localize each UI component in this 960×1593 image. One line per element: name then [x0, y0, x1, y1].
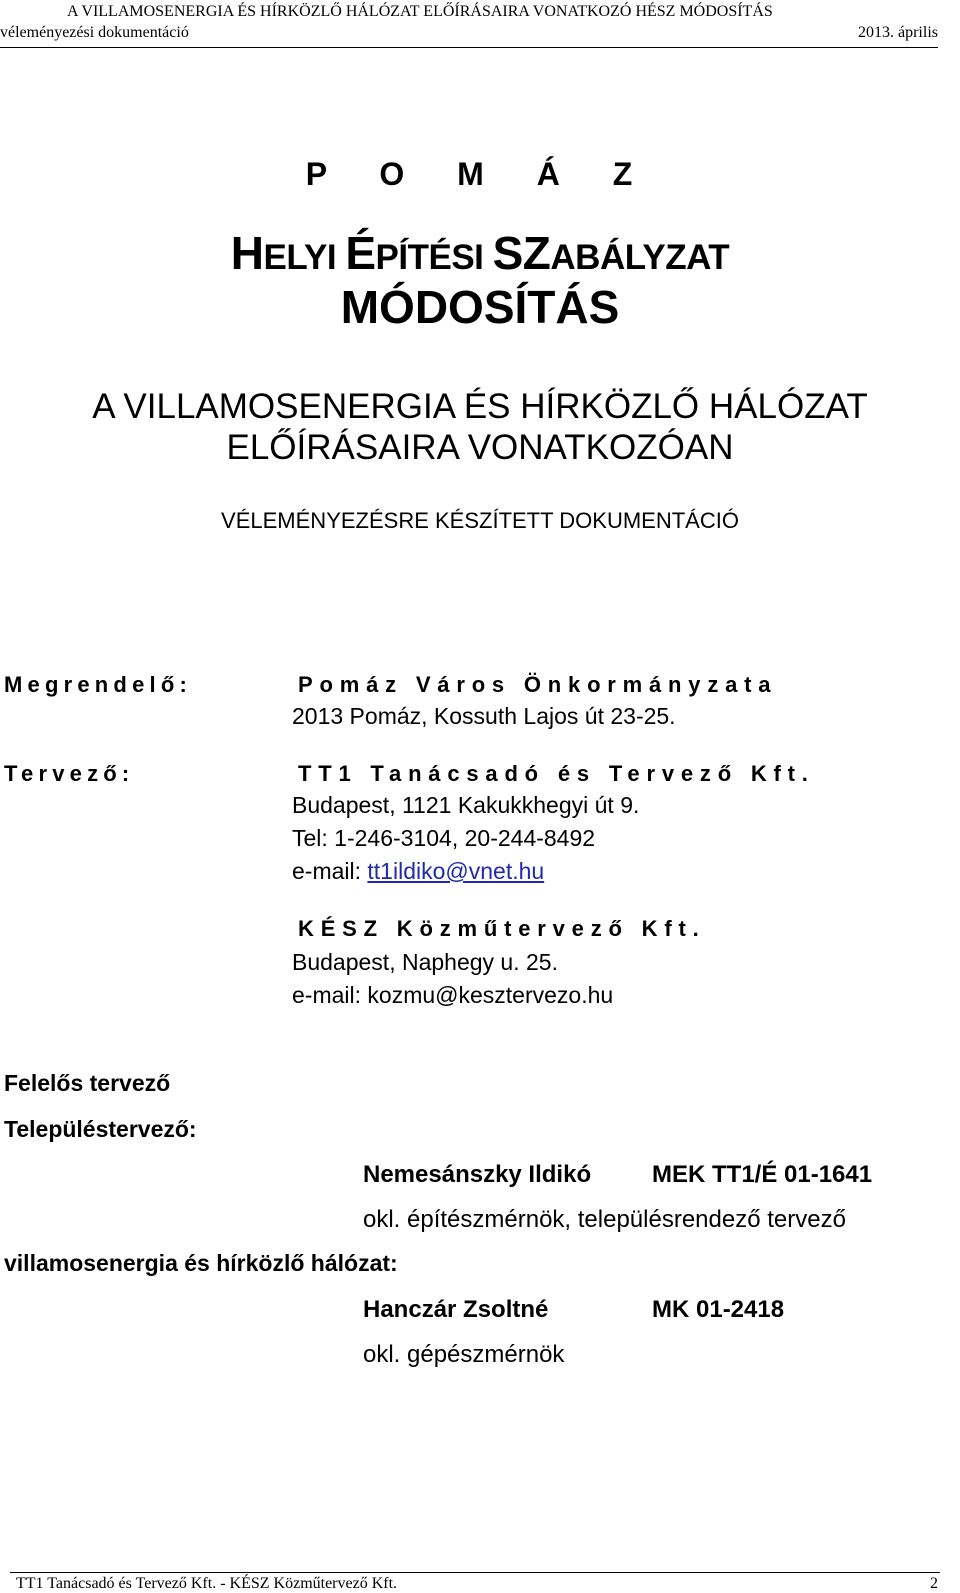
- firm2-email-line: e-mail: kozmu@kesztervezo.hu: [292, 982, 614, 1008]
- firm1-name: TT1 Tanácsadó és Tervező Kft.: [298, 761, 815, 786]
- utility-name: Hanczár Zsoltné: [363, 1296, 549, 1323]
- firm1-email-prefix: e-mail:: [292, 858, 368, 884]
- page-number: 2: [930, 1575, 938, 1592]
- title-letter-h: H: [230, 227, 264, 279]
- title-word-abalyzat: ABÁLYZAT: [550, 238, 730, 277]
- footer-divider: [10, 1572, 940, 1573]
- client-name: Pomáz Város Önkormányzata: [298, 672, 778, 697]
- planner-name: Nemesánszky Ildikó: [363, 1161, 592, 1188]
- responsible-heading: Felelős tervező: [4, 1070, 171, 1096]
- firm1-email-link[interactable]: tt1ildiko@vnet.hu: [367, 858, 545, 884]
- header-divider: [0, 47, 938, 48]
- client-label: Megrendelő:: [4, 672, 192, 697]
- planner-title: okl. építészmérnök, településrendező tervező: [363, 1206, 846, 1233]
- designer-label: Tervező:: [4, 761, 135, 786]
- firm2-address: Budapest, Naphegy u. 25.: [292, 949, 558, 975]
- utility-title: okl. gépészmérnök: [363, 1341, 565, 1368]
- header-date: 2013. április: [858, 24, 938, 41]
- regulation-title: [0, 226, 960, 280]
- utility-label: villamosenergia és hírközlő hálózat:: [4, 1250, 398, 1276]
- footer-text: TT1 Tanácsadó és Tervező Kft. - KÉSZ Közműtervező Kft.: [16, 1575, 398, 1592]
- planner-label: Településtervező:: [4, 1116, 197, 1142]
- title-word-elyi: ELYI: [263, 238, 346, 277]
- utility-registration: MK 01-2418: [652, 1296, 785, 1323]
- firm1-tel: Tel: 1-246-3104, 20-244-8492: [292, 825, 596, 851]
- title-letter-e: É: [345, 227, 376, 279]
- firm2-name: KÉSZ Közműtervező Kft.: [298, 916, 706, 941]
- subject-line-2: ELŐÍRÁSAIRA VONATKOZÓAN: [226, 428, 734, 467]
- firm1-email-line: [292, 858, 544, 885]
- firm1-address: Budapest, 1121 Kakukkhegyi út 9.: [292, 792, 640, 818]
- header-subtitle: véleményezési dokumentáció: [0, 24, 189, 41]
- title-word-pitesi: PÍTÉSI: [375, 238, 493, 277]
- modification-title: MÓDOSÍTÁS: [340, 281, 620, 333]
- planner-registration: MEK TT1/É 01-1641: [652, 1161, 873, 1188]
- document-type: VÉLEMÉNYEZÉSRE KÉSZÍTETT DOKUMENTÁCIÓ: [221, 508, 739, 533]
- title-letters-sz: SZ: [492, 227, 551, 279]
- header-title: A VILLAMOSENERGIA ÉS HÍRKÖZLŐ HÁLÓZAT ELŐÍRÁSAIRA VONATKOZÓ HÉSZ MÓDOSÍTÁS: [67, 3, 773, 20]
- city-title: P O M Á Z: [305, 156, 655, 192]
- subject-line-1: A VILLAMOSENERGIA ÉS HÍRKÖZLŐ HÁLÓZAT: [92, 387, 868, 426]
- client-address: 2013 Pomáz, Kossuth Lajos út 23-25.: [292, 703, 676, 729]
